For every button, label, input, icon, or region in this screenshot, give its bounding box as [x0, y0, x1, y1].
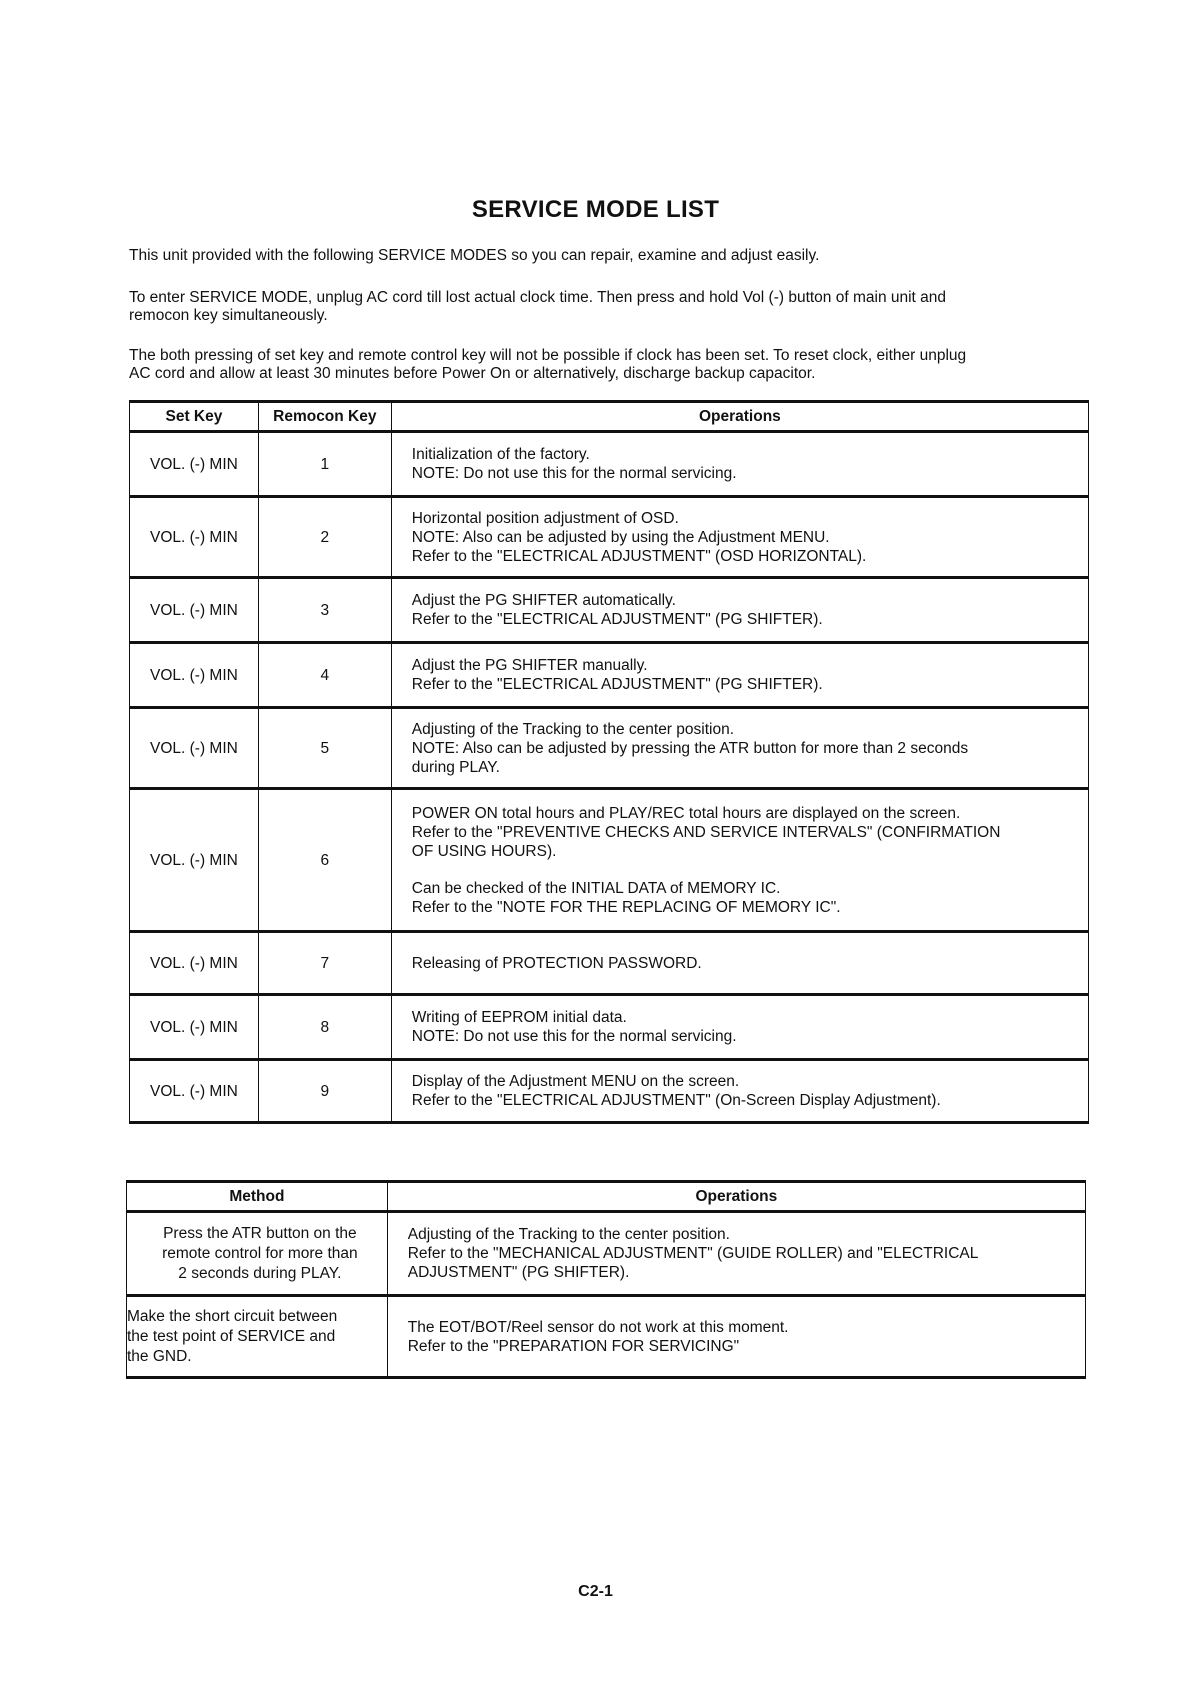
- operation-line: during PLAY.: [411, 758, 500, 776]
- set-key-cell: VOL. (-) MIN: [130, 432, 259, 497]
- method-line: Make the short circuit between: [127, 1307, 338, 1325]
- set-key-cell: VOL. (-) MIN: [130, 1060, 259, 1123]
- operation-line: Adjust the PG SHIFTER manually.: [411, 657, 648, 674]
- remocon-key-cell: 9: [258, 1060, 391, 1123]
- operations-cell: [391, 643, 1088, 708]
- method-cell: [127, 1296, 388, 1378]
- table-header-row: [127, 1182, 1086, 1212]
- method-line: remote control for more than: [162, 1244, 358, 1262]
- method-line: Press the ATR button on the: [163, 1224, 357, 1242]
- operation-line: Adjusting of the Tracking to the center position.: [411, 720, 735, 738]
- table-row: [130, 432, 1089, 497]
- operation-line: NOTE: Also can be adjusted by pressing the ATR button for more than 2 seconds: [411, 739, 969, 757]
- set-key-cell: VOL. (-) MIN: [130, 708, 259, 789]
- intro-line: AC cord and allow at least 30 minutes before Power On or alternatively, discharge backup capacitor.: [129, 365, 816, 382]
- set-key-cell: VOL. (-) MIN: [130, 789, 259, 932]
- operations-cell: [391, 995, 1088, 1060]
- intro-line: To enter SERVICE MODE, unplug AC cord till lost actual clock time. Then press and hold Vol (-) button of main unit and: [129, 289, 947, 306]
- column-header-operations: Operations: [391, 402, 1088, 432]
- method-line: the test point of SERVICE and: [127, 1327, 336, 1345]
- operation-line: Refer to the "PREVENTIVE CHECKS AND SERVICE INTERVALS" (CONFIRMATION: [411, 823, 1001, 841]
- table-row: [127, 1296, 1086, 1378]
- set-key-cell: VOL. (-) MIN: [130, 578, 259, 643]
- operation-line: The EOT/BOT/Reel sensor do not work at this moment.: [407, 1318, 789, 1336]
- operation-line: Refer to the "MECHANICAL ADJUSTMENT" (GUIDE ROLLER) and "ELECTRICAL: [407, 1245, 979, 1262]
- set-key-cell: VOL. (-) MIN: [130, 497, 259, 578]
- operation-line: Adjust the PG SHIFTER automatically.: [411, 592, 676, 609]
- table-row: [130, 578, 1089, 643]
- table-row: [130, 643, 1089, 708]
- operation-line: Horizontal position adjustment of OSD.: [411, 509, 679, 527]
- remocon-key-cell: 6: [258, 789, 391, 932]
- operations-cell: [391, 1060, 1088, 1123]
- operations-cell: [387, 1296, 1085, 1378]
- operation-line: ADJUSTMENT" (PG SHIFTER).: [407, 1264, 630, 1281]
- operation-line: Writing of EEPROM initial data.: [411, 1009, 627, 1026]
- column-header-operations: Operations: [387, 1182, 1085, 1212]
- operation-line: Refer to the "NOTE FOR THE REPLACING OF MEMORY IC".: [411, 898, 841, 916]
- column-header-remocon-key: Remocon Key: [258, 402, 391, 432]
- column-header-set-key: Set Key: [130, 402, 259, 432]
- operations-cell: [391, 708, 1088, 789]
- service-mode-table: [129, 400, 1089, 1124]
- remocon-key-cell: 1: [258, 432, 391, 497]
- intro-line: The both pressing of set key and remote control key will not be possible if clock has been set. To reset clock, either unplug: [129, 347, 967, 364]
- table-row: [130, 497, 1089, 578]
- intro-line: remocon key simultaneously.: [129, 307, 328, 324]
- page-number: C2-1: [578, 1583, 613, 1600]
- remocon-key-cell: 2: [258, 497, 391, 578]
- method-table: [126, 1180, 1086, 1379]
- intro-paragraph-1: [129, 247, 1069, 265]
- operations-cell: [391, 432, 1088, 497]
- remocon-key-cell: 8: [258, 995, 391, 1060]
- operation-line: Can be checked of the INITIAL DATA of MEMORY IC.: [411, 879, 781, 897]
- method-cell: [127, 1212, 388, 1296]
- operation-line: Refer to the "ELECTRICAL ADJUSTMENT" (On-Screen Display Adjustment).: [411, 1092, 941, 1109]
- operation-line: NOTE: Also can be adjusted by using the Adjustment MENU.: [411, 528, 830, 546]
- set-key-cell: VOL. (-) MIN: [130, 995, 259, 1060]
- intro-paragraph-3: [129, 347, 1069, 383]
- table-row: [130, 995, 1089, 1060]
- operation-line: NOTE: Do not use this for the normal servicing.: [411, 465, 737, 482]
- table-row: [127, 1212, 1086, 1296]
- operation-line: Releasing of PROTECTION PASSWORD.: [411, 954, 702, 972]
- operation-line: Refer to the "PREPARATION FOR SERVICING": [407, 1337, 740, 1355]
- intro-line: This unit provided with the following SERVICE MODES so you can repair, examine and adjust easily.: [129, 247, 820, 264]
- remocon-key-cell: 7: [258, 932, 391, 995]
- operation-line: Adjusting of the Tracking to the center position.: [407, 1226, 730, 1243]
- operation-line: Refer to the "ELECTRICAL ADJUSTMENT" (OSD HORIZONTAL).: [411, 547, 867, 565]
- column-header-method: Method: [127, 1182, 388, 1212]
- operation-line: Display of the Adjustment MENU on the screen.: [411, 1073, 740, 1090]
- intro-paragraph-2: [129, 289, 1069, 325]
- operation-line: OF USING HOURS).: [411, 842, 557, 860]
- operations-cell: [391, 789, 1088, 932]
- operations-cell: [387, 1212, 1085, 1296]
- table-row: [130, 708, 1089, 789]
- table-row: [130, 789, 1089, 932]
- page-title: SERVICE MODE LIST: [471, 196, 720, 223]
- method-line: the GND.: [127, 1347, 192, 1365]
- remocon-key-cell: 4: [258, 643, 391, 708]
- operations-cell: [391, 578, 1088, 643]
- operation-line: Initialization of the factory.: [411, 446, 590, 463]
- remocon-key-cell: 3: [258, 578, 391, 643]
- operations-cell: [391, 932, 1088, 995]
- operation-line: NOTE: Do not use this for the normal servicing.: [411, 1028, 737, 1045]
- line-spacer: [412, 861, 1078, 879]
- operations-cell: [391, 497, 1088, 578]
- set-key-cell: VOL. (-) MIN: [130, 932, 259, 995]
- operation-line: Refer to the "ELECTRICAL ADJUSTMENT" (PG SHIFTER).: [411, 611, 823, 628]
- table-header-row: [130, 402, 1089, 432]
- method-line: 2 seconds during PLAY.: [178, 1264, 342, 1282]
- operation-line: Refer to the "ELECTRICAL ADJUSTMENT" (PG SHIFTER).: [411, 676, 823, 693]
- operation-line: POWER ON total hours and PLAY/REC total hours are displayed on the screen.: [411, 804, 961, 822]
- table-row: [130, 932, 1089, 995]
- set-key-cell: VOL. (-) MIN: [130, 643, 259, 708]
- remocon-key-cell: 5: [258, 708, 391, 789]
- table-row: [130, 1060, 1089, 1123]
